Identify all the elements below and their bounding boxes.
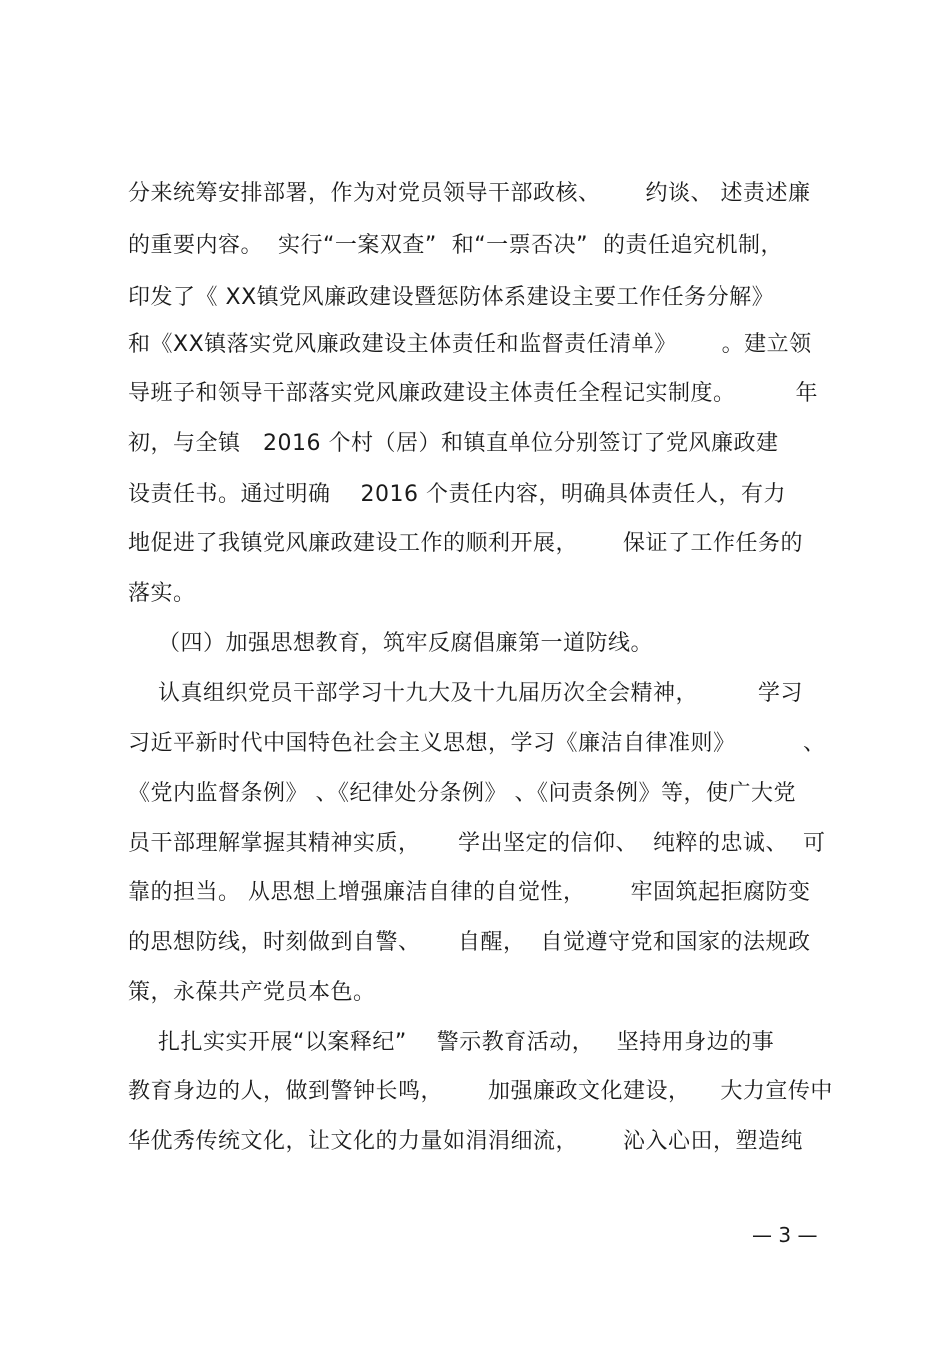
text-line: 印发了《 XX镇党风廉政建设暨惩防体系建设主要工作任务分解》 <box>128 285 775 310</box>
text-line: 的思想防线，时刻做到自警、 自醒， 自觉遵守党和国家的法规政 <box>128 930 811 955</box>
text-line: 地促进了我镇党风廉政建设工作的顺利开展， 保证了工作任务的 <box>128 531 803 556</box>
section-heading: （四）加强思想教育，筑牢反腐倡廉第一道防线。 <box>128 631 653 656</box>
text-line: 设责任书。通过明确 2016 个责任内容，明确具体责任人，有力 <box>128 482 786 507</box>
text-line: 落实。 <box>128 581 196 606</box>
text-line: 华优秀传统文化，让文化的力量如涓涓细流， 沁入心田，塑造纯 <box>128 1129 803 1154</box>
text-line: 的重要内容。 实行“一案双查” 和“一票否决” 的责任追究机制， <box>128 233 784 258</box>
text-line: 导班子和领导干部落实党风廉政建设主体责任全程记实制度。 年 <box>128 381 818 406</box>
text-line: 员干部理解掌握其精神实质， 学出坚定的信仰、 纯粹的忠诚、 可 <box>128 831 826 856</box>
text-line: 扎扎实实开展“以案释纪” 警示教育活动， 坚持用身边的事 <box>128 1030 775 1055</box>
text-line: 初，与全镇 2016 个村（居）和镇直单位分别签订了党风廉政建 <box>128 431 779 456</box>
text-line: 靠的担当。 从思想上增强廉洁自律的自觉性， 牢固筑起拒腐防变 <box>128 880 811 905</box>
page-number: — 3 — <box>752 1223 818 1247</box>
text-line: 认真组织党员干部学习十九大及十九届历次全会精神， 学习 <box>128 681 803 706</box>
text-line: 习近平新时代中国特色社会主义思想，学习《廉洁自律准则》 、 <box>128 731 826 756</box>
text-line: 和《XX镇落实党风廉政建设主体责任和监督责任清单》 。建立领 <box>128 332 812 357</box>
text-line: 策，永葆共产党员本色。 <box>128 980 376 1005</box>
text-line: 教育身边的人，做到警钟长鸣， 加强廉政文化建设， 大力宣传中 <box>128 1079 833 1104</box>
text-line: 分来统筹安排部署，作为对党员领导干部政核、 约谈、 述责述廉 <box>128 181 811 206</box>
text-line: 《党内监督条例》 、《纪律处分条例》 、《问责条例》等，使广大党 <box>128 781 796 806</box>
